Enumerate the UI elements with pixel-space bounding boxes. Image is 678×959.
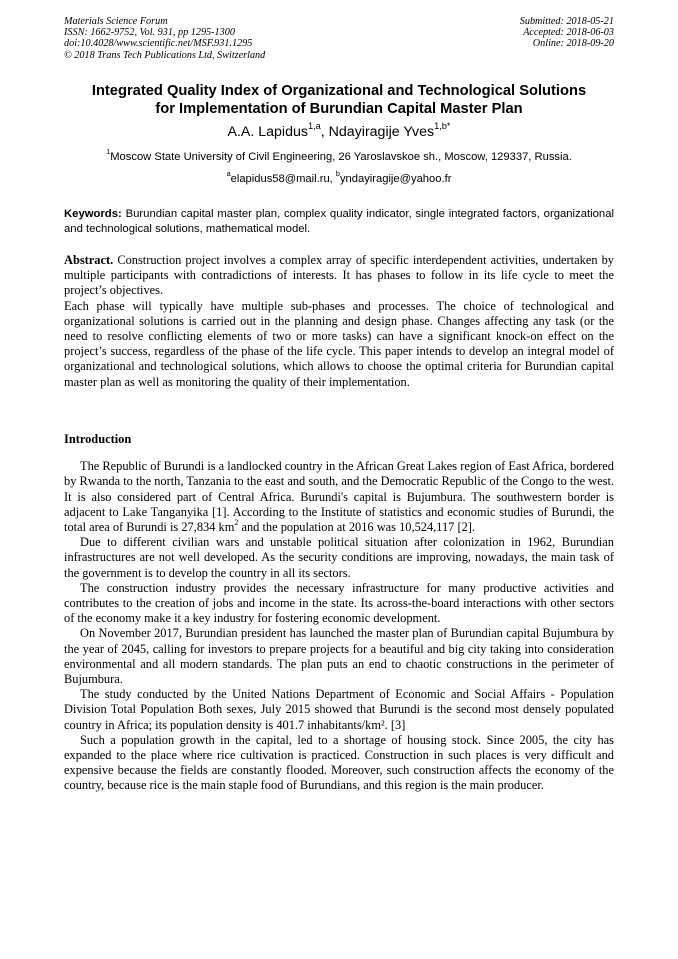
abstract-paragraph-1 — [64, 253, 614, 299]
keywords — [64, 207, 614, 236]
author-1-affil-mark: 1,a — [307, 120, 321, 131]
abstract-section — [64, 253, 614, 390]
title-line-2: for Implementation of Burundian Capital Master Plan — [155, 101, 523, 117]
journal-copyright: © 2018 Trans Tech Publications Ltd, Switzerland — [64, 49, 266, 61]
intro-paragraph-1 — [64, 459, 614, 535]
intro-paragraph-2: Due to different civilian wars and unstable political situation after colonization in 1962, Burundian infrastructures are not well developed. As the security conditions are improving, nowadays, the main task of the government is to develop the country in all its sectors. — [64, 535, 614, 580]
accepted-date: Accepted: 2018-06-03 — [523, 27, 614, 39]
affiliation-mark: 1 — [106, 147, 111, 157]
abstract-text-1: Construction project involves a complex array of specific interdependent activities, undertaken by multiple participants with contradictions of interests. It has phases to follow in its life cycle to meet the project’s objectives. — [64, 253, 614, 298]
affiliation — [40, 147, 638, 164]
submitted-date: Submitted: 2018-05-21 — [519, 16, 614, 27]
intro-p1-text-a: The Republic of Burundi is a landlocked country in the African Great Lakes region of East Africa, bordered by Rwanda to the north, Tanzania to the east and south, and the Democratic Republic of the Congo to the west. It is also considered part of Central Africa. Burundi's capital is Bujumbura. The southwestern border is adjacent to Lake Tanganyika [1]. According to the Institute of statistics and economic studies of Burundi, the total area of Burundi is 27,834 km — [64, 459, 614, 535]
abstract-paragraph-2: Each phase will typically have multiple sub-phases and processes. The choice of technological and organizational solutions is carried out in the planning and design phase. Changes affecting any task (or the need to resolve conflicting elements of two or more tasks) can have a significant knock-on effect on the project’s success, regardless of the phase of the life cycle. This paper intends to develop an integral model of organizational and technological solutions, which allows to choose the optimal criteria for Burundian capital master plan as well as monitoring the quality of their implementation. — [64, 298, 614, 389]
intro-p1-text-b: and the population at 2016 was 10,524,117 [2]. — [238, 520, 476, 535]
introduction-section — [64, 432, 614, 794]
email-b-link[interactable]: yndayiragije@yahoo.fr — [339, 173, 452, 185]
intro-paragraph-5: The study conducted by the United Nations Department of Economic and Social Affairs - Population Division Total Population Both sexes, July 2015 showed that Burundi is the second most densely populated country in Africa; its population density is 401.7 inhabitants/km². [3] — [64, 687, 614, 732]
author-2-affil-mark: 1,b* — [434, 120, 451, 131]
online-date: Online: 2018-09-20 — [532, 38, 614, 50]
email-a-mark: a — [226, 169, 231, 179]
title-line-1: Integrated Quality Index of Organizational and Technological Solutions — [91, 83, 587, 99]
email-a-link[interactable]: elapidus58@mail.ru — [230, 173, 330, 185]
email-separator: , — [329, 173, 336, 185]
journal-doi: doi:10.4028/www.scientific.net/MSF.931.1295 — [64, 38, 253, 50]
keywords-text: Burundian capital master plan, complex quality indicator, single integrated factors, organizational and technological solutions, mathematical model. — [64, 208, 615, 235]
abstract-label: Abstract. — [64, 253, 114, 267]
journal-info — [64, 16, 265, 61]
intro-paragraph-3: The construction industry provides the necessary infrastructure for many productive activities and contributes to the creation of jobs and income in the state. Its across-the-board interactions with other sectors of the economy make it a key industry for fostering economic development. — [64, 580, 614, 626]
author-separator: , — [320, 124, 329, 140]
affiliation-text: Moscow State University of Civil Engineering, 26 Yaroslavskoe sh., Moscow, 129337, Russia. — [110, 151, 572, 163]
paper-title — [40, 82, 638, 118]
section-heading: Introduction — [64, 432, 132, 446]
author-emails — [40, 169, 638, 186]
author-list — [40, 120, 638, 141]
journal-name: Materials Science Forum — [64, 16, 168, 27]
publication-dates — [520, 16, 614, 50]
author-2-name: Ndayiragije Yves — [328, 124, 435, 140]
journal-issn: ISSN: 1662-9752, Vol. 931, pp 1295-1300 — [64, 27, 235, 39]
keywords-label: Keywords: — [64, 208, 122, 220]
intro-paragraph-4: On November 2017, Burundian president has launched the master plan of Burundian capital Bujumbura by the year of 2045, calling for investors to prepare projects for a beautiful and big city taking into consideration environmental and all modern standards. The plan puts an end to chaotic constructions in the perimeter of Bujumbura. — [64, 626, 614, 687]
author-1-name: A.A. Lapidus — [227, 124, 308, 140]
intro-paragraph-6: Such a population growth in the capital, led to a shortage of housing stock. Since 2005, the city has expanded to the place where rice cultivation is practiced. Construction in such places is very difficult and expensive because the fields are constantly flooded. Moreover, such construction affects the economy of the country, because rice is the main staple food of Burundians, and this region is the main producer. — [64, 732, 614, 793]
km-squared-exponent: 2 — [234, 517, 239, 527]
email-b-mark: b — [335, 169, 340, 179]
